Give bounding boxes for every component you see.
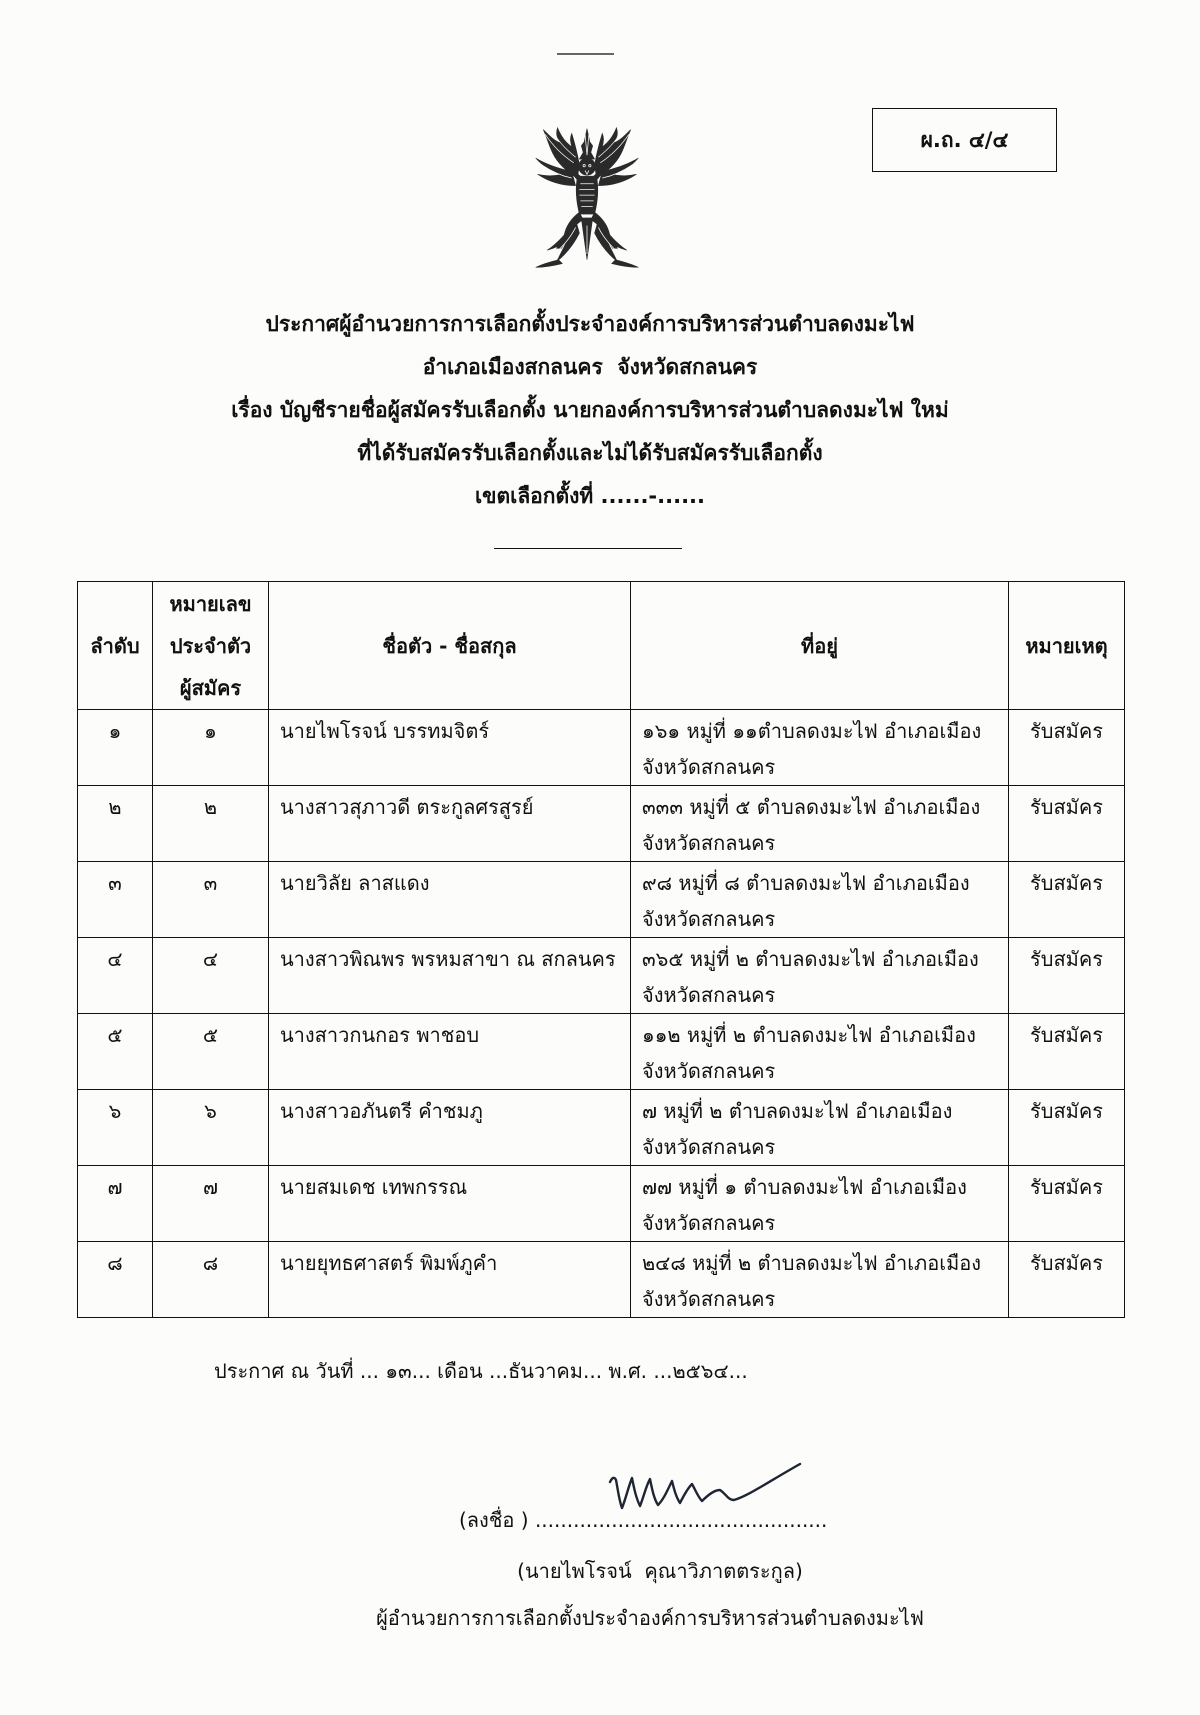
cell-order: ๑ (78, 710, 153, 786)
cell-remark: รับสมัคร (1009, 938, 1125, 1014)
cell-order: ๒ (78, 786, 153, 862)
address-line-1: ๙๘ หมู่ที่ ๘ ตำบลดงมะไฟ อำเภอเมือง (642, 871, 970, 895)
cell-remark: รับสมัคร (1009, 786, 1125, 862)
table-row (78, 1242, 1125, 1318)
cell-remark: รับสมัคร (1009, 862, 1125, 938)
cell-order: ๗ (78, 1166, 153, 1242)
title-line-1: ประกาศผู้อำนวยการการเลือกตั้งประจำองค์การบริหารส่วนตำบลดงมะไฟ (265, 312, 915, 336)
table-row (78, 786, 1125, 862)
header-candidate-number (153, 582, 269, 710)
header-name: ชื่อตัว - ชื่อสกุล (269, 582, 631, 710)
address-line-2: จังหวัดสกลนคร (642, 831, 776, 855)
cell-remark: รับสมัคร (1009, 1242, 1125, 1318)
cell-name: นางสาวอภันตรี คำชมภู (269, 1090, 631, 1166)
cell-name: นายไพโรจน์ บรรทมจิตร์ (269, 710, 631, 786)
cell-address (631, 862, 1009, 938)
address-line-2: จังหวัดสกลนคร (642, 983, 776, 1007)
cell-order: ๓ (78, 862, 153, 938)
cell-name: นายสมเดช เทพกรรณ (269, 1166, 631, 1242)
title-line-5: เขตเลือกตั้งที่ ......-...... (474, 484, 706, 508)
table-header-row (78, 582, 1125, 710)
address-line-1: ๑๖๑ หมู่ที่ ๑๑ตำบลดงมะไฟ อำเภอเมือง (642, 719, 982, 743)
cell-address (631, 1014, 1009, 1090)
signer-title: ผู้อำนวยการการเลือกตั้งประจำองค์การบริหารส่วนตำบลดงมะไฟ (376, 1606, 924, 1630)
cell-name: นางสาวสุภาวดี ตระกูลศรสูรย์ (269, 786, 631, 862)
table-row (78, 710, 1125, 786)
form-code: ผ.ถ. ๔/๔ (920, 127, 1009, 152)
cell-remark: รับสมัคร (1009, 1014, 1125, 1090)
table-row (78, 862, 1125, 938)
cell-candidate-number: ๔ (153, 938, 269, 1014)
address-line-2: จังหวัดสกลนคร (642, 1059, 776, 1083)
cell-order: ๘ (78, 1242, 153, 1318)
top-dash-mark (557, 53, 614, 55)
title-line-4: ที่ได้รับสมัครรับเลือกตั้งและไม่ได้รับสมัครรับเลือกตั้ง (357, 441, 823, 465)
cell-order: ๔ (78, 938, 153, 1014)
address-line-1: ๓๖๕ หมู่ที่ ๒ ตำบลดงมะไฟ อำเภอเมือง (642, 947, 979, 971)
signature-label: (ลงชื่อ ) (459, 1508, 535, 1532)
announcement-title (90, 306, 1090, 521)
header-number-line-2: ประจำตัว (169, 633, 252, 658)
cell-name: นายยุทธศาสตร์ พิมพ์ภูคำ (269, 1242, 631, 1318)
address-line-2: จังหวัดสกลนคร (642, 1211, 776, 1235)
garuda-emblem-icon (530, 124, 644, 272)
cell-name: นายวิลัย ลาสแดง (269, 862, 631, 938)
cell-order: ๕ (78, 1014, 153, 1090)
table-row (78, 1014, 1125, 1090)
header-number-line-3: ผู้สมัคร (179, 675, 242, 700)
cell-remark: รับสมัคร (1009, 1166, 1125, 1242)
address-line-2: จังหวัดสกลนคร (642, 1135, 776, 1159)
cell-candidate-number: ๑ (153, 710, 269, 786)
cell-candidate-number: ๒ (153, 786, 269, 862)
cell-address (631, 938, 1009, 1014)
title-line-3: เรื่อง บัญชีรายชื่อผู้สมัครรับเลือกตั้ง นายกองค์การบริหารส่วนตำบลดงมะไฟ ใหม่ (231, 398, 949, 422)
header-order: ลำดับ (78, 582, 153, 710)
handwritten-signature (606, 1458, 806, 1520)
cell-candidate-number: ๘ (153, 1242, 269, 1318)
address-line-2: จังหวัดสกลนคร (642, 755, 776, 779)
signature-dots: .............................................. (534, 1508, 828, 1532)
cell-address (631, 1242, 1009, 1318)
cell-address (631, 710, 1009, 786)
announcement-date: ประกาศ ณ วันที่ ... ๑๓... เดือน ...ธันวาคม... พ.ศ. ...๒๕๖๔... (214, 1359, 748, 1383)
cell-candidate-number: ๗ (153, 1166, 269, 1242)
cell-candidate-number: ๕ (153, 1014, 269, 1090)
cell-address (631, 786, 1009, 862)
address-line-1: ๑๑๒ หมู่ที่ ๒ ตำบลดงมะไฟ อำเภอเมือง (642, 1023, 976, 1047)
cell-order: ๖ (78, 1090, 153, 1166)
table-row (78, 1166, 1125, 1242)
address-line-1: ๗ หมู่ที่ ๒ ตำบลดงมะไฟ อำเภอเมือง (642, 1099, 953, 1123)
cell-remark: รับสมัคร (1009, 1090, 1125, 1166)
cell-candidate-number: ๓ (153, 862, 269, 938)
cell-name: นางสาวกนกอร พาชอบ (269, 1014, 631, 1090)
form-code-box (872, 108, 1057, 172)
signer-name: (นายไพโรจน์ คุณาวิภาตตระกูล) (517, 1559, 803, 1583)
cell-name: นางสาวพิณพร พรหมสาขา ณ สกลนคร (269, 938, 631, 1014)
cell-address (631, 1166, 1009, 1242)
cell-candidate-number: ๖ (153, 1090, 269, 1166)
cell-remark: รับสมัคร (1009, 710, 1125, 786)
header-remark: หมายเหตุ (1009, 582, 1125, 710)
table-row (78, 938, 1125, 1014)
cell-address (631, 1090, 1009, 1166)
address-line-1: ๓๓๓ หมู่ที่ ๕ ตำบลดงมะไฟ อำเภอเมือง (642, 795, 981, 819)
table-row (78, 1090, 1125, 1166)
title-line-2: อำเภอเมืองสกลนคร จังหวัดสกลนคร (422, 355, 758, 379)
address-line-2: จังหวัดสกลนคร (642, 907, 776, 931)
title-underline (494, 548, 682, 549)
candidate-table (77, 581, 1125, 1318)
address-line-2: จังหวัดสกลนคร (642, 1287, 776, 1311)
header-number-line-1: หมายเลข (169, 591, 252, 616)
header-address: ที่อยู่ (631, 582, 1009, 710)
address-line-1: ๒๔๘ หมู่ที่ ๒ ตำบลดงมะไฟ อำเภอเมือง (642, 1251, 982, 1275)
address-line-1: ๗๗ หมู่ที่ ๑ ตำบลดงมะไฟ อำเภอเมือง (642, 1175, 967, 1199)
